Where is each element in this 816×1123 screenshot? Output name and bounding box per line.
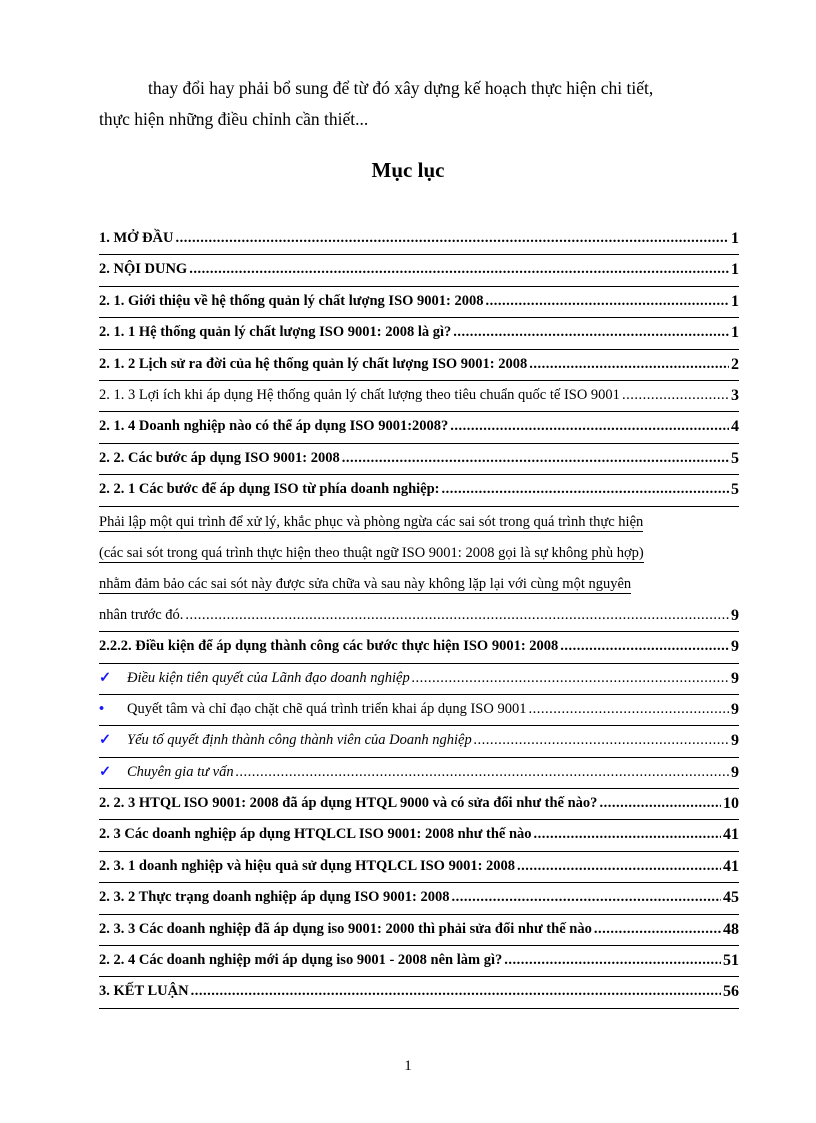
toc-entry-text: 2. 3. 2 Thực trạng doanh nghiệp áp dụng ISO 9001: 2008 [99,889,450,906]
toc-entry[interactable] [99,412,739,443]
toc-entry[interactable] [99,601,739,632]
toc-page-number: 56 [723,983,739,1001]
toc-leader-dots [504,946,721,976]
toc-leader-dots [450,412,729,442]
toc-entry-text: 2. 2. 4 Các doanh nghiệp mới áp dụng iso 9001 - 2008 nên làm gì? [99,952,503,969]
toc-leader-dots [452,883,722,913]
table-of-contents [99,224,739,1009]
toc-entry-text: Điều kiện tiên quyết của Lãnh đạo doanh nghiệp [127,669,410,686]
toc-entry-text: nhân trước đó. [99,606,184,623]
toc-leader-dots [517,852,721,882]
toc-entry-text: 2. 1. Giới thiệu về hệ thống quản lý chất lượng ISO 9001: 2008 [99,292,484,309]
toc-page-number: 5 [731,449,739,467]
toc-wrapped-line: Phải lập một qui trình để xử lý, khắc phục và phòng ngừa các sai sót trong quá trình thực hiện [99,513,644,530]
toc-page-number: 10 [723,795,739,813]
toc-entry-text: Yếu tố quyết định thành công thành viên của Doanh nghiệp [127,732,472,749]
toc-page-number: 9 [731,700,739,718]
toc-leader-dots [474,726,729,756]
toc-entry[interactable] [99,758,739,789]
toc-entry[interactable] [99,318,739,349]
toc-entry-text: 2. 2. Các bước áp dụng ISO 9001: 2008 [99,449,340,466]
toc-leader-dots [189,255,729,285]
toc-entry[interactable] [99,695,739,726]
toc-leader-dots [622,381,729,411]
toc-leader-dots [534,820,721,850]
intro-line-1: thay đổi hay phải bổ sung để từ đó xây dựng kế hoạch thực hiện chi tiết, [148,78,654,98]
toc-wrapped-line: nhằm đảm bảo các sai sót này được sửa chữa và sau này không lặp lại với cùng một nguyên [99,576,632,593]
toc-leader-dots [176,224,729,254]
toc-entry-text: 2. 3 Các doanh nghiệp áp dụng HTQLCL ISO 9001: 2008 như thế nào [99,826,532,843]
toc-leader-dots [529,350,729,380]
toc-entry[interactable] [99,726,739,757]
toc-entry[interactable] [99,820,739,851]
toc-leader-dots [412,664,729,694]
toc-leader-dots [560,632,729,662]
toc-page-number: 9 [731,732,739,750]
toc-entry[interactable] [99,255,739,286]
toc-page-number: 9 [731,638,739,656]
toc-entry-text: 2. 2. 1 Các bước để áp dụng ISO từ phía doanh nghiệp: [99,481,440,498]
checkmark-icon: ✓ [99,763,112,780]
toc-entry-text: Quyết tâm và chỉ đạo chặt chẽ quá trình triển khai áp dụng ISO 9001 [127,700,527,717]
toc-leader-dots [528,695,729,725]
toc-leader-dots [486,287,730,317]
toc-entry[interactable] [99,664,739,695]
toc-page-number: 41 [723,826,739,844]
intro-line-2: thực hiện những điều chỉnh cần thiết... [99,109,369,129]
toc-page-number: 1 [731,292,739,310]
toc-entry-text: 2. 1. 1 Hệ thống quản lý chất lượng ISO 9001: 2008 là gì? [99,324,452,341]
toc-leader-dots [342,444,729,474]
toc-entry-wrapped[interactable] [99,507,739,633]
toc-page-number: 4 [731,418,739,436]
toc-page-number: 3 [731,386,739,404]
toc-entry[interactable] [99,883,739,914]
toc-leader-dots [453,318,729,348]
toc-title: Mục lục [371,158,445,182]
page-number: 1 [404,1058,412,1074]
toc-entry[interactable] [99,946,739,977]
toc-entry-text: 2. NỘI DUNG [99,261,188,278]
toc-entry[interactable] [99,475,739,506]
toc-page-number: 5 [731,481,739,499]
toc-wrapped-line: (các sai sót trong quá trình thực hiện theo thuật ngữ ISO 9001: 2008 gọi là sự không phù hợp) [99,544,644,561]
toc-entry-text: 1. MỞ ĐẦU [99,229,174,246]
toc-entry-text: 2. 1. 2 Lịch sử ra đời của hệ thống quản lý chất lượng ISO 9001: 2008 [99,355,528,372]
toc-entry-text: 3. KẾT LUẬN [99,983,189,1000]
toc-page-number: 1 [731,324,739,342]
checkmark-icon: ✓ [99,669,112,686]
toc-entry[interactable] [99,381,739,412]
toc-leader-dots [185,601,729,631]
toc-entry-text: 2. 1. 4 Doanh nghiệp nào có thể áp dụng ISO 9001:2008? [99,418,449,435]
toc-entry[interactable] [99,444,739,475]
toc-entry[interactable] [99,789,739,820]
toc-leader-dots [599,789,721,819]
toc-entry-text: 2. 1. 3 Lợi ích khi áp dụng Hệ thống quản lý chất lượng theo tiêu chuẩn quốc tế ISO 9001 [99,386,620,403]
toc-entry[interactable] [99,852,739,883]
toc-entry-text: 2. 3. 3 Các doanh nghiệp đã áp dụng iso 9001: 2000 thì phải sửa đổi như thế nào [99,920,592,937]
toc-page-number: 41 [723,857,739,875]
intro-paragraph [99,73,739,135]
toc-entry[interactable] [99,915,739,946]
toc-entry[interactable] [99,287,739,318]
toc-page-number: 1 [731,261,739,279]
toc-page-number: 9 [731,669,739,687]
toc-entry[interactable] [99,632,739,663]
toc-page-number: 48 [723,920,739,938]
toc-page-number: 2 [731,355,739,373]
toc-leader-dots [442,475,730,505]
bullet-icon: • [99,700,105,717]
toc-leader-dots [191,977,721,1007]
toc-leader-dots [594,915,721,945]
toc-entry-text: 2. 2. 3 HTQL ISO 9001: 2008 đã áp dụng HTQL 9000 và có sửa đổi như thế nào? [99,795,598,812]
toc-page-number: 51 [723,952,739,970]
toc-entry[interactable] [99,977,739,1008]
toc-leader-dots [236,758,729,788]
toc-entry[interactable] [99,224,739,255]
toc-entry-text: 2.2.2. Điều kiện để áp dụng thành công các bước thực hiện ISO 9001: 2008 [99,638,559,655]
toc-page-number: 9 [731,763,739,781]
toc-entry-text: 2. 3. 1 doanh nghiệp và hiệu quả sử dụng HTQLCL ISO 9001: 2008 [99,857,516,874]
toc-page-number: 45 [723,889,739,907]
checkmark-icon: ✓ [99,732,112,749]
toc-page-number: 1 [731,229,739,247]
toc-entry[interactable] [99,350,739,381]
toc-page-number: 9 [731,606,739,624]
toc-entry-text: Chuyên gia tư vấn [127,763,234,780]
